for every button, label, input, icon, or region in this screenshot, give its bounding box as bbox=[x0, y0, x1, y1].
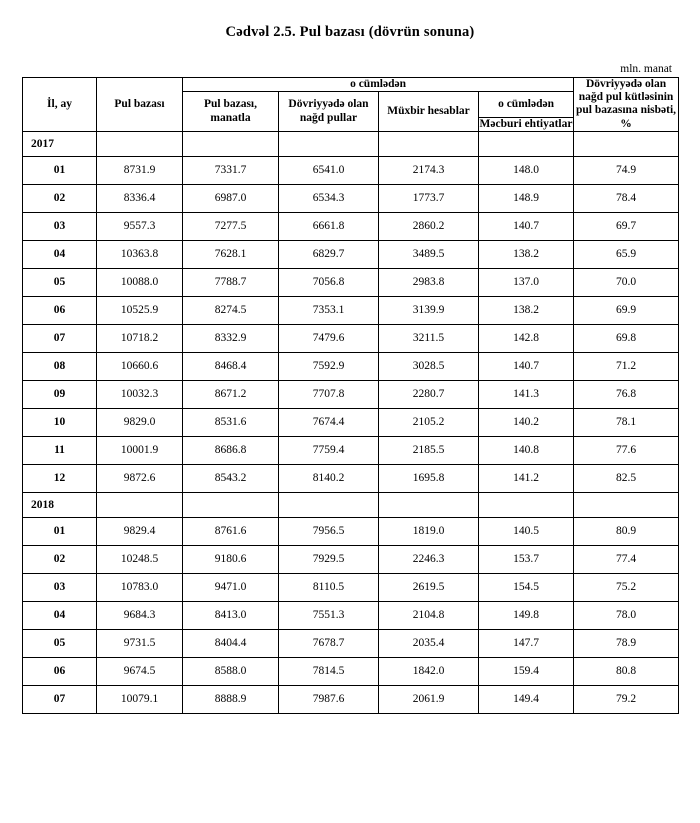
table-cell bbox=[379, 492, 479, 517]
table-cell: 9684.3 bbox=[97, 601, 183, 629]
table-cell: 8404.4 bbox=[183, 629, 279, 657]
table-row bbox=[23, 184, 679, 212]
units-label: mln. manat bbox=[620, 63, 672, 75]
header-base-in-manat: Pul bazası, manatla bbox=[183, 92, 279, 132]
header-group-of-which-2: o cümlədən bbox=[479, 92, 574, 117]
table-cell: 2860.2 bbox=[379, 212, 479, 240]
table-cell: 7678.7 bbox=[279, 629, 379, 657]
document-page bbox=[0, 24, 700, 823]
table-cell: 74.9 bbox=[574, 156, 679, 184]
table-cell: 9731.5 bbox=[97, 629, 183, 657]
table-cell: 70.0 bbox=[574, 268, 679, 296]
table-cell bbox=[379, 131, 479, 156]
table-row bbox=[23, 629, 679, 657]
table-cell: 138.2 bbox=[479, 296, 574, 324]
table-cell: 9180.6 bbox=[183, 545, 279, 573]
row-month-label: 08 bbox=[23, 352, 97, 380]
table-cell: 76.8 bbox=[574, 380, 679, 408]
table-cell: 6541.0 bbox=[279, 156, 379, 184]
monetary-base-table bbox=[22, 77, 679, 714]
table-cell: 2246.3 bbox=[379, 545, 479, 573]
table-cell: 8531.6 bbox=[183, 408, 279, 436]
table-cell: 3028.5 bbox=[379, 352, 479, 380]
table-cell bbox=[479, 492, 574, 517]
table-cell: 7331.7 bbox=[183, 156, 279, 184]
row-month-label: 12 bbox=[23, 464, 97, 492]
table-cell: 7479.6 bbox=[279, 324, 379, 352]
table-cell: 8336.4 bbox=[97, 184, 183, 212]
table-cell: 147.7 bbox=[479, 629, 574, 657]
table-cell: 69.7 bbox=[574, 212, 679, 240]
row-month-label: 02 bbox=[23, 184, 97, 212]
table-cell: 9471.0 bbox=[183, 573, 279, 601]
table-row bbox=[23, 517, 679, 545]
table-cell: 140.7 bbox=[479, 352, 574, 380]
table-cell: 6987.0 bbox=[183, 184, 279, 212]
table-cell bbox=[183, 492, 279, 517]
table-cell: 78.4 bbox=[574, 184, 679, 212]
table-cell: 77.4 bbox=[574, 545, 679, 573]
row-year-label: 2017 bbox=[23, 131, 97, 156]
table-cell: 69.8 bbox=[574, 324, 679, 352]
table-row bbox=[23, 601, 679, 629]
table-cell: 137.0 bbox=[479, 268, 574, 296]
header-cash-in-circulation: Dövriyyədə olan nağd pullar bbox=[279, 92, 379, 132]
table-cell: 7592.9 bbox=[279, 352, 379, 380]
table-cell: 140.7 bbox=[479, 212, 574, 240]
table-cell: 10001.9 bbox=[97, 436, 183, 464]
table-cell bbox=[183, 131, 279, 156]
table-cell: 10660.6 bbox=[97, 352, 183, 380]
table-cell: 8671.2 bbox=[183, 380, 279, 408]
table-cell: 77.6 bbox=[574, 436, 679, 464]
table-row bbox=[23, 131, 679, 156]
row-month-label: 09 bbox=[23, 380, 97, 408]
row-month-label: 06 bbox=[23, 657, 97, 685]
row-month-label: 03 bbox=[23, 212, 97, 240]
table-cell: 9557.3 bbox=[97, 212, 183, 240]
table-cell bbox=[574, 131, 679, 156]
table-cell: 8588.0 bbox=[183, 657, 279, 685]
row-month-label: 02 bbox=[23, 545, 97, 573]
table-row bbox=[23, 268, 679, 296]
table-cell: 3489.5 bbox=[379, 240, 479, 268]
table-cell: 78.9 bbox=[574, 629, 679, 657]
row-month-label: 04 bbox=[23, 240, 97, 268]
header-monetary-base: Pul bazası bbox=[97, 78, 183, 132]
table-header bbox=[23, 78, 679, 132]
table-cell: 7929.5 bbox=[279, 545, 379, 573]
table-cell: 1819.0 bbox=[379, 517, 479, 545]
table-cell: 65.9 bbox=[574, 240, 679, 268]
table-row bbox=[23, 352, 679, 380]
table-cell: 1695.8 bbox=[379, 464, 479, 492]
header-group-of-which: o cümlədən bbox=[183, 78, 574, 92]
table-cell: 6829.7 bbox=[279, 240, 379, 268]
table-cell: 10718.2 bbox=[97, 324, 183, 352]
table-cell: 7707.8 bbox=[279, 380, 379, 408]
table-row bbox=[23, 436, 679, 464]
table-cell: 8888.9 bbox=[183, 685, 279, 713]
table-cell: 75.2 bbox=[574, 573, 679, 601]
table-row bbox=[23, 657, 679, 685]
table-cell: 3139.9 bbox=[379, 296, 479, 324]
table-cell: 78.0 bbox=[574, 601, 679, 629]
table-cell bbox=[97, 131, 183, 156]
table-cell: 7956.5 bbox=[279, 517, 379, 545]
table-row bbox=[23, 408, 679, 436]
table-cell: 7814.5 bbox=[279, 657, 379, 685]
table-cell: 1842.0 bbox=[379, 657, 479, 685]
table-row bbox=[23, 492, 679, 517]
table-cell: 7987.6 bbox=[279, 685, 379, 713]
row-month-label: 06 bbox=[23, 296, 97, 324]
table-cell: 3211.5 bbox=[379, 324, 479, 352]
table-row bbox=[23, 545, 679, 573]
table-cell: 149.8 bbox=[479, 601, 574, 629]
header-period: İl, ay bbox=[23, 78, 97, 132]
row-month-label: 07 bbox=[23, 324, 97, 352]
table-cell: 8274.5 bbox=[183, 296, 279, 324]
page-title: Cədvəl 2.5. Pul bazası (dövrün sonuna) bbox=[225, 24, 475, 40]
table-cell: 142.8 bbox=[479, 324, 574, 352]
table-row bbox=[23, 240, 679, 268]
table-row bbox=[23, 212, 679, 240]
table-cell: 10248.5 bbox=[97, 545, 183, 573]
table-cell: 9674.5 bbox=[97, 657, 183, 685]
table-row bbox=[23, 380, 679, 408]
header-correspondent-accounts: Müxbir hesablar bbox=[379, 92, 479, 132]
row-month-label: 04 bbox=[23, 601, 97, 629]
table-cell: 8731.9 bbox=[97, 156, 183, 184]
table-cell: 148.0 bbox=[479, 156, 574, 184]
row-month-label: 05 bbox=[23, 629, 97, 657]
table-cell: 2174.3 bbox=[379, 156, 479, 184]
row-month-label: 03 bbox=[23, 573, 97, 601]
table-cell: 10032.3 bbox=[97, 380, 183, 408]
table-row bbox=[23, 464, 679, 492]
table-body bbox=[23, 131, 679, 713]
row-year-label: 2018 bbox=[23, 492, 97, 517]
header-cash-ratio: Dövriyyədə olan nağd pul kütləsinin pul bazasına nisbəti, % bbox=[574, 78, 679, 132]
table-cell: 9872.6 bbox=[97, 464, 183, 492]
table-cell: 10363.8 bbox=[97, 240, 183, 268]
table-cell: 2104.8 bbox=[379, 601, 479, 629]
table-cell: 80.8 bbox=[574, 657, 679, 685]
table-cell: 8413.0 bbox=[183, 601, 279, 629]
table-cell: 2619.5 bbox=[379, 573, 479, 601]
table-row bbox=[23, 296, 679, 324]
table-cell: 2061.9 bbox=[379, 685, 479, 713]
table-cell: 9829.4 bbox=[97, 517, 183, 545]
table-cell: 69.9 bbox=[574, 296, 679, 324]
header-required-reserves: Məcburi ehtiyatlar bbox=[479, 117, 573, 130]
row-month-label: 07 bbox=[23, 685, 97, 713]
table-cell: 8140.2 bbox=[279, 464, 379, 492]
table-cell: 2185.5 bbox=[379, 436, 479, 464]
row-month-label: 11 bbox=[23, 436, 97, 464]
row-month-label: 10 bbox=[23, 408, 97, 436]
table-cell: 6661.8 bbox=[279, 212, 379, 240]
table-cell bbox=[97, 492, 183, 517]
row-month-label: 01 bbox=[23, 517, 97, 545]
table-cell bbox=[279, 492, 379, 517]
table-cell: 8468.4 bbox=[183, 352, 279, 380]
table-cell: 10088.0 bbox=[97, 268, 183, 296]
table-cell: 7628.1 bbox=[183, 240, 279, 268]
row-month-label: 01 bbox=[23, 156, 97, 184]
table-cell: 2035.4 bbox=[379, 629, 479, 657]
table-cell: 71.2 bbox=[574, 352, 679, 380]
table-cell: 2105.2 bbox=[379, 408, 479, 436]
table-row bbox=[23, 324, 679, 352]
table-cell bbox=[479, 131, 574, 156]
table-cell: 7551.3 bbox=[279, 601, 379, 629]
table-cell: 159.4 bbox=[479, 657, 574, 685]
table-cell: 7759.4 bbox=[279, 436, 379, 464]
table-cell: 78.1 bbox=[574, 408, 679, 436]
table-cell: 141.2 bbox=[479, 464, 574, 492]
table-cell: 154.5 bbox=[479, 573, 574, 601]
table-cell: 79.2 bbox=[574, 685, 679, 713]
table-cell: 2983.8 bbox=[379, 268, 479, 296]
table-cell: 7788.7 bbox=[183, 268, 279, 296]
table-row bbox=[23, 685, 679, 713]
table-cell: 140.2 bbox=[479, 408, 574, 436]
table-cell: 138.2 bbox=[479, 240, 574, 268]
table-cell: 82.5 bbox=[574, 464, 679, 492]
table-cell bbox=[279, 131, 379, 156]
table-cell: 8110.5 bbox=[279, 573, 379, 601]
table-cell: 7674.4 bbox=[279, 408, 379, 436]
table-cell: 8332.9 bbox=[183, 324, 279, 352]
table-cell bbox=[574, 492, 679, 517]
table-cell: 148.9 bbox=[479, 184, 574, 212]
row-month-label: 05 bbox=[23, 268, 97, 296]
table-cell: 8686.8 bbox=[183, 436, 279, 464]
table-cell: 153.7 bbox=[479, 545, 574, 573]
table-cell: 8543.2 bbox=[183, 464, 279, 492]
table-cell: 149.4 bbox=[479, 685, 574, 713]
table-cell: 140.8 bbox=[479, 436, 574, 464]
table-cell: 10783.0 bbox=[97, 573, 183, 601]
table-row bbox=[23, 573, 679, 601]
table-cell: 8761.6 bbox=[183, 517, 279, 545]
table-cell: 140.5 bbox=[479, 517, 574, 545]
table-cell: 6534.3 bbox=[279, 184, 379, 212]
table-cell: 10079.1 bbox=[97, 685, 183, 713]
table-cell: 2280.7 bbox=[379, 380, 479, 408]
table-cell: 1773.7 bbox=[379, 184, 479, 212]
table-cell: 9829.0 bbox=[97, 408, 183, 436]
table-cell: 7353.1 bbox=[279, 296, 379, 324]
table-cell: 141.3 bbox=[479, 380, 574, 408]
table-row bbox=[23, 156, 679, 184]
table-cell: 80.9 bbox=[574, 517, 679, 545]
table-cell: 10525.9 bbox=[97, 296, 183, 324]
table-cell: 7277.5 bbox=[183, 212, 279, 240]
table-cell: 7056.8 bbox=[279, 268, 379, 296]
